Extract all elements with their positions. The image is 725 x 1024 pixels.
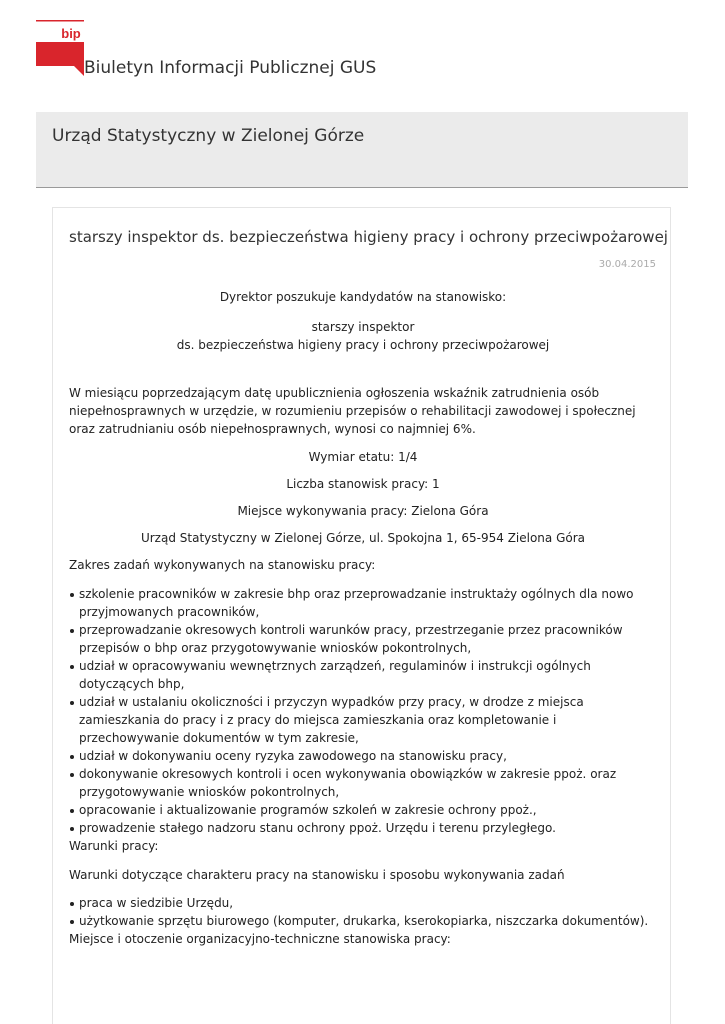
list-item: praca w siedzibie Urzędu, — [69, 894, 657, 912]
org-band — [36, 112, 688, 188]
conditions-subheading: Warunki dotyczące charakteru pracy na stanowisku i sposobu wykonywania zadań — [69, 868, 565, 882]
list-item: udział w opracowywaniu wewnętrznych zarządzeń, regulaminów i instrukcji ogólnych dotyczących bhp, — [69, 657, 657, 693]
workplace: Miejsce wykonywania pracy: Zielona Góra — [237, 504, 489, 518]
article-card — [52, 207, 671, 1024]
conditions-list — [69, 894, 657, 930]
duties-list — [69, 585, 657, 837]
duties-heading: Zakres zadań wykonywanych na stanowisku pracy: — [69, 558, 376, 572]
intro-text: Dyrektor poszukuje kandydatów na stanowisko: — [219, 290, 507, 304]
org-name[interactable]: Urząd Statystyczny w Zielonej Górze — [52, 126, 365, 146]
position-line-1: starszy inspektor — [311, 320, 415, 334]
workload: Wymiar etatu: 1/4 — [308, 450, 418, 464]
list-item: opracowanie i aktualizowanie programów szkoleń w zakresie ochrony ppoż., — [69, 801, 657, 819]
list-item: użytkowanie sprzętu biurowego (komputer, drukarka, kserokopiarka, niszczarka dokumentów). — [69, 912, 657, 930]
list-item: przeprowadzanie okresowych kontroli warunków pracy, przestrzeganie przez pracowników przepisów o bhp oraz przygotowywanie wniosków pokontrolnych, — [69, 621, 657, 657]
list-item: udział w dokonywaniu oceny ryzyka zawodowego na stanowisku pracy, — [69, 747, 657, 765]
disability-note: W miesiącu poprzedzającym datę upublicznienia ogłoszenia wskaźnik zatrudnienia osób niepełnosprawnych w urzędzie, w rozumieniu przepisów o rehabilitacji zawodowej i społecznej oraz zatrudnianiu osób niepełnosprawnych, wynosi co najmniej 6%. — [69, 386, 636, 436]
positions-count: Liczba stanowisk pracy: 1 — [286, 477, 440, 491]
position-line-2: ds. bezpieczeństwa higieny pracy i ochrony przeciwpożarowej — [176, 338, 550, 352]
address: Urząd Statystyczny w Zielonej Górze, ul. Spokojna 1, 65-954 Zielona Góra — [140, 531, 586, 545]
bip-logo-text: bip — [61, 26, 81, 41]
position-title — [69, 318, 657, 354]
bip-logo[interactable] — [36, 20, 84, 76]
environment-heading: Miejsce i otoczenie organizacyjno-techniczne stanowiska pracy: — [69, 932, 451, 946]
list-item: prowadzenie stałego nadzoru stanu ochrony ppoż. Urzędu i terenu przyległego. — [69, 819, 657, 837]
bip-logo-red-block — [36, 42, 84, 76]
bip-logo-top-line — [36, 20, 84, 22]
list-item: dokonywanie okresowych kontroli i ocen wykonywania obowiązków w zakresie ppoż. oraz przygotowywanie wniosków pokontrolnych, — [69, 765, 657, 801]
conditions-heading: Warunki pracy: — [69, 839, 159, 853]
article-date: 30.04.2015 — [598, 259, 656, 270]
list-item: szkolenie pracowników w zakresie bhp oraz przeprowadzanie instruktaży ogólnych dla nowo przyjmowanych pracowników, — [69, 585, 657, 621]
article-title: starszy inspektor ds. bezpieczeństwa higieny pracy i ochrony przeciwpożarowej — [69, 228, 668, 246]
article-body — [69, 288, 657, 957]
list-item: udział w ustalaniu okoliczności i przyczyn wypadków przy pracy, w drodze z miejsca zamieszkania do pracy i z pracy do miejsca zamieszkania oraz kompletowanie i przechowywanie dokumentów w tym zakresie, — [69, 693, 657, 747]
site-title[interactable]: Biuletyn Informacji Publicznej GUS — [84, 58, 377, 78]
